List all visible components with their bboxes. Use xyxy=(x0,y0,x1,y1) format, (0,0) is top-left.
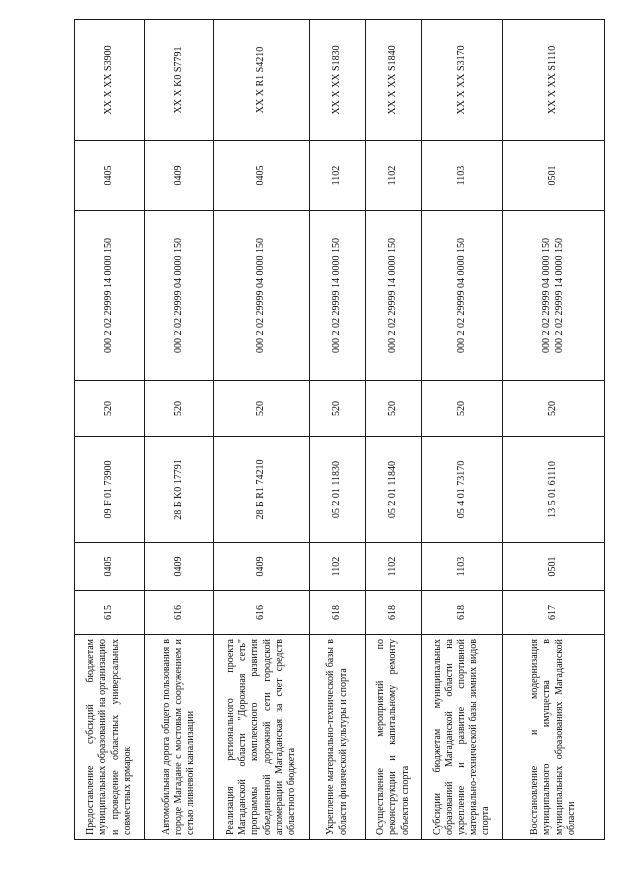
row-expense-type: 520 xyxy=(145,381,214,437)
row-income-codes xyxy=(75,211,145,381)
row-expense-code: XX X XX S3170 xyxy=(422,20,503,141)
row-expense-code: XX X R1 S4210 xyxy=(214,20,310,141)
row-expense-type: 520 xyxy=(214,381,310,437)
row-section-code: 1102 xyxy=(310,543,366,591)
row-admin-code: 615 xyxy=(75,591,145,635)
row-expense-type: 520 xyxy=(503,381,605,437)
income-code: 000 2 02 29999 04 0000 150 xyxy=(255,238,267,353)
row-section-code-2: 1103 xyxy=(422,141,503,211)
row-expense-code: XX X K0 S7791 xyxy=(145,20,214,141)
row-target-article: 09 F 01 73900 xyxy=(75,437,145,543)
table-row xyxy=(366,20,422,840)
income-code: 000 2 02 29999 04 0000 150 xyxy=(541,238,553,353)
row-section-code: 0409 xyxy=(214,543,310,591)
row-description: Укрепление материально-технической базы в области физической культуры и спорта xyxy=(310,635,366,840)
row-section-code: 0405 xyxy=(75,543,145,591)
row-income-codes xyxy=(310,211,366,381)
row-target-article: 05 2 01 11830 xyxy=(310,437,366,543)
row-admin-code: 618 xyxy=(422,591,503,635)
row-description: Осуществление мероприятий по реконструкции и капитальному ремонту объектов спорта xyxy=(366,635,422,840)
table-row xyxy=(310,20,366,840)
table-row xyxy=(75,20,145,840)
row-section-code: 0501 xyxy=(503,543,605,591)
row-section-code: 1103 xyxy=(422,543,503,591)
row-expense-type: 520 xyxy=(310,381,366,437)
row-section-code-2: 1102 xyxy=(366,141,422,211)
row-admin-code: 618 xyxy=(310,591,366,635)
row-income-codes xyxy=(503,211,605,381)
row-target-article: 28 Б K0 17791 xyxy=(145,437,214,543)
row-expense-type: 520 xyxy=(422,381,503,437)
row-section-code: 1102 xyxy=(366,543,422,591)
income-code: 000 2 02 29999 14 0000 150 xyxy=(331,238,343,353)
income-code: 000 2 02 29999 04 0000 150 xyxy=(172,238,184,353)
row-section-code-2: 0409 xyxy=(145,141,214,211)
row-description: Реализация регионального проекта Магаданской области "Дорожная сеть" программы комплексного развития объединенной дорожной сети городской агломерации Магаданская за счет средств областного бюджета xyxy=(214,635,310,840)
row-section-code: 0409 xyxy=(145,543,214,591)
row-admin-code: 618 xyxy=(366,591,422,635)
income-code: 000 2 02 29999 14 0000 150 xyxy=(387,238,399,353)
row-income-codes xyxy=(422,211,503,381)
row-admin-code: 616 xyxy=(214,591,310,635)
row-section-code-2: 1102 xyxy=(310,141,366,211)
row-income-codes xyxy=(145,211,214,381)
income-code: 000 2 02 29999 14 0000 150 xyxy=(553,238,565,353)
table-row xyxy=(503,20,605,840)
row-target-article: 05 2 01 11840 xyxy=(366,437,422,543)
row-expense-code: XX X XX S1110 xyxy=(503,20,605,141)
row-description: Автомобильная дорога общего пользования в городе Магадане с мостовым сооружением и сетью ливневой канализации xyxy=(145,635,214,840)
subsidy-table xyxy=(74,19,605,840)
row-admin-code: 617 xyxy=(503,591,605,635)
row-admin-code: 616 xyxy=(145,591,214,635)
row-section-code-2: 0501 xyxy=(503,141,605,211)
row-expense-type: 520 xyxy=(366,381,422,437)
income-code: 000 2 02 29999 04 0000 150 xyxy=(455,238,467,353)
table-row xyxy=(145,20,214,840)
row-description: Восстановление и модернизация муниципального имущества в муниципальных образованиях Магаданской области xyxy=(503,635,605,840)
row-expense-code: XX X XX S1830 xyxy=(310,20,366,141)
row-income-codes xyxy=(366,211,422,381)
row-description: Субсидии бюджетам муниципальных образований Магаданской области на укрепление и развитие спортивной материально-технической базы зимних видов спорта xyxy=(422,635,503,840)
row-target-article: 28 Б R1 74210 xyxy=(214,437,310,543)
row-description: Предоставление субсидий бюджетам муниципальных образований на организацию и проведение областных универсальных совместных ярмарок xyxy=(75,635,145,840)
row-target-article: 13 5 01 61110 xyxy=(503,437,605,543)
row-section-code-2: 0405 xyxy=(214,141,310,211)
table-row xyxy=(214,20,310,840)
row-income-codes xyxy=(214,211,310,381)
row-expense-code: XX X XX S3900 xyxy=(75,20,145,141)
table-row xyxy=(422,20,503,840)
row-target-article: 05 4 01 73170 xyxy=(422,437,503,543)
row-expense-type: 520 xyxy=(75,381,145,437)
row-expense-code: XX X XX S1840 xyxy=(366,20,422,141)
row-section-code-2: 0405 xyxy=(75,141,145,211)
rotated-table-wrapper xyxy=(74,20,604,840)
income-code: 000 2 02 29999 14 0000 150 xyxy=(103,238,115,353)
